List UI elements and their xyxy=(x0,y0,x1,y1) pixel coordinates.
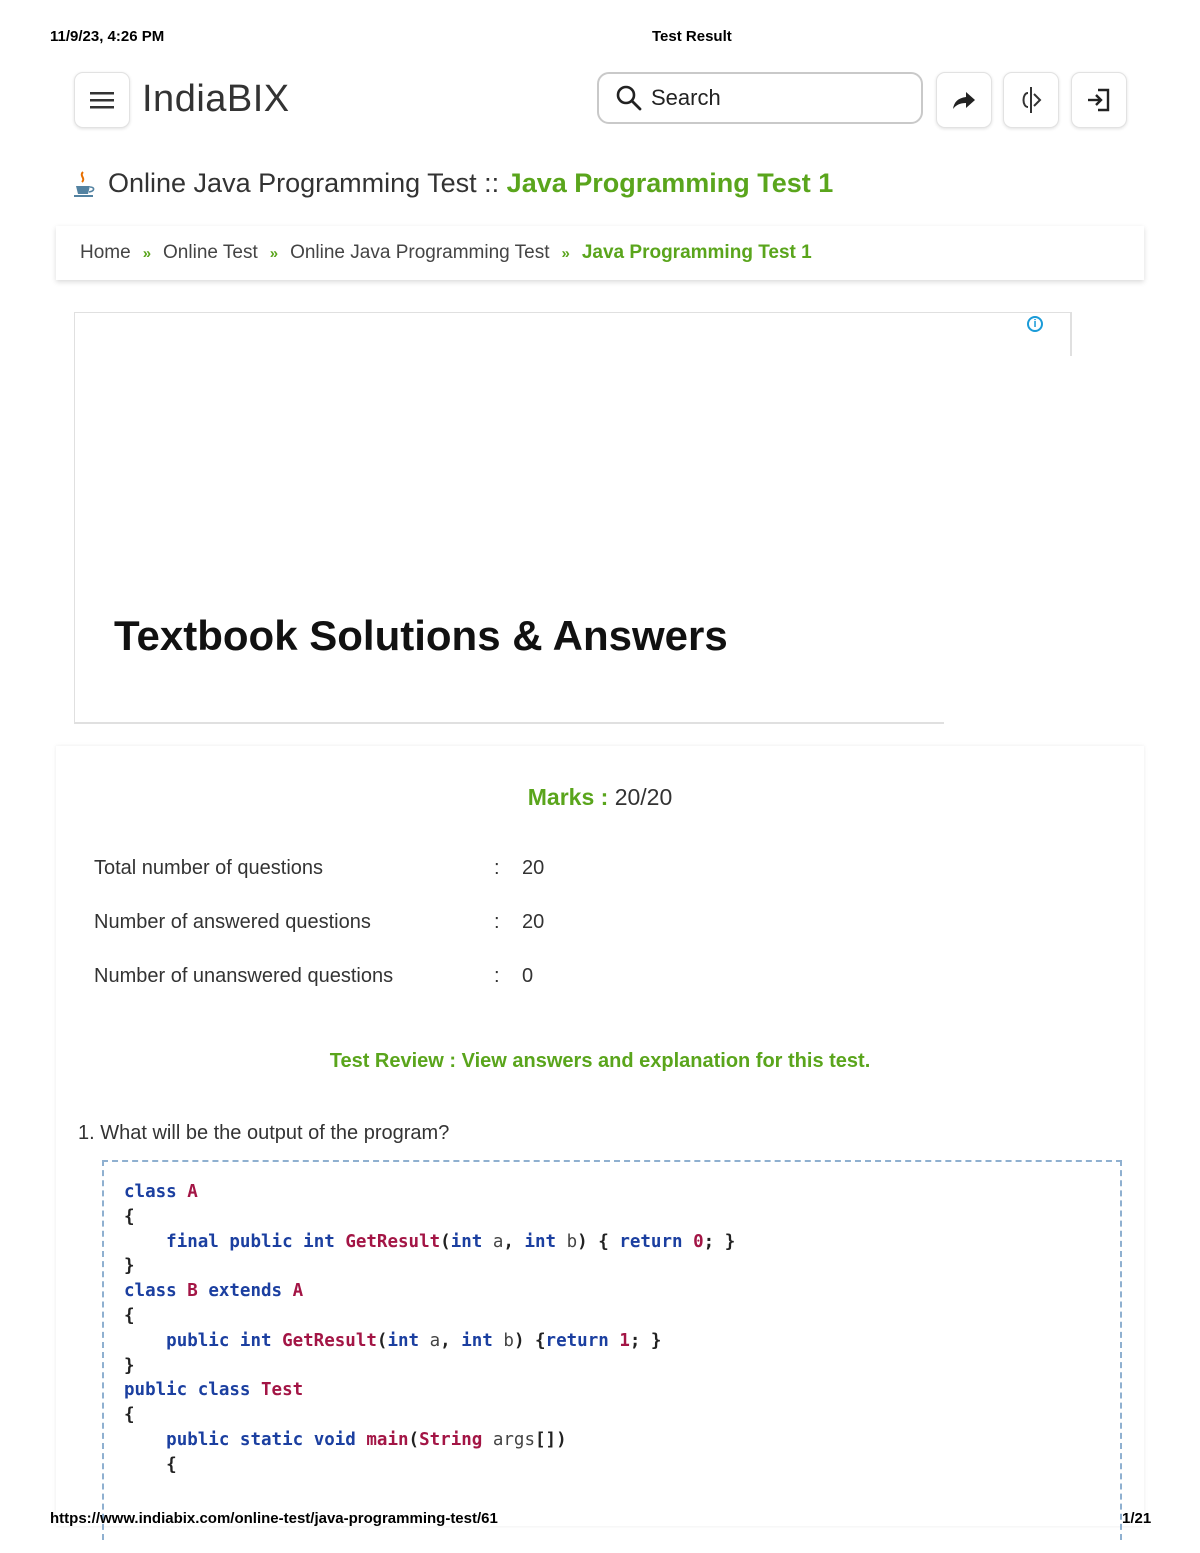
breadcrumb xyxy=(56,226,1144,280)
login-icon xyxy=(1085,86,1113,114)
stat-label: Number of answered questions xyxy=(94,911,371,933)
marks-label: Marks : xyxy=(527,784,609,810)
stat-colon: : xyxy=(494,965,500,987)
code-line: { xyxy=(124,1405,135,1426)
code-line: { xyxy=(124,1454,177,1475)
ad-border xyxy=(74,722,944,724)
breadcrumb-java-test[interactable]: Online Java Programming Test xyxy=(290,242,550,263)
page-title-prefix: Online Java Programming Test :: xyxy=(108,168,507,198)
page-title xyxy=(72,168,833,199)
code-line: { xyxy=(124,1206,135,1227)
print-url: https://www.indiabix.com/online-test/java-programming-test/61 xyxy=(50,1510,498,1527)
stat-value: 20 xyxy=(522,857,545,879)
search-label: Search xyxy=(651,85,721,110)
code-line: public int GetResult(int a, int b) {return 1; } xyxy=(166,1330,662,1351)
ad-headline[interactable]: Textbook Solutions & Answers xyxy=(114,612,728,659)
stat-colon: : xyxy=(494,911,500,933)
breadcrumb-separator-icon: » xyxy=(142,244,152,262)
code-line: public static void main(String args[]) xyxy=(166,1429,567,1450)
stat-value: 20 xyxy=(522,911,545,933)
marks xyxy=(0,784,1200,811)
print-title: Test Result xyxy=(652,28,732,45)
menu-button[interactable] xyxy=(74,72,130,128)
code-line: final public int GetResult(int a, int b) { return 0; } xyxy=(166,1231,736,1252)
print-datetime: 11/9/23, 4:26 PM xyxy=(50,28,165,45)
share-icon xyxy=(951,89,977,111)
code-line: class B extends A xyxy=(124,1281,304,1302)
compare-button[interactable] xyxy=(1003,72,1059,128)
java-cup-icon xyxy=(72,170,96,198)
stat-colon: : xyxy=(494,857,500,879)
stat-label: Total number of questions xyxy=(94,857,324,879)
code-line: class A xyxy=(124,1182,198,1202)
ad-banner[interactable] xyxy=(74,312,1072,724)
code-line: } xyxy=(124,1256,135,1277)
page-title-accent: Java Programming Test 1 xyxy=(506,168,834,198)
breadcrumb-separator-icon: » xyxy=(269,244,279,262)
hamburger-icon xyxy=(89,90,115,110)
marks-value: 20/20 xyxy=(614,784,673,810)
stat-label: Number of unanswered questions xyxy=(94,965,394,987)
site-logo[interactable]: IndiaBIX xyxy=(142,78,290,120)
share-button[interactable] xyxy=(936,72,992,128)
ad-border xyxy=(1070,312,1072,356)
question-text: What will be the output of the program? xyxy=(100,1122,450,1144)
split-view-icon xyxy=(1016,85,1046,115)
question-1 xyxy=(78,1122,449,1145)
search-icon xyxy=(615,84,643,112)
search-button[interactable] xyxy=(597,72,923,124)
breadcrumb-online-test[interactable]: Online Test xyxy=(163,242,258,263)
breadcrumb-home[interactable]: Home xyxy=(80,242,131,263)
code-line: } xyxy=(124,1355,135,1376)
code-line: { xyxy=(124,1305,135,1326)
code-line: public class Test xyxy=(124,1380,304,1401)
stat-value: 0 xyxy=(522,965,534,987)
breadcrumb-separator-icon: » xyxy=(561,244,570,262)
breadcrumb-current: Java Programming Test 1 xyxy=(581,242,812,263)
print-page-number: 1/21 xyxy=(1122,1510,1152,1527)
ad-info-icon[interactable]: i xyxy=(1027,316,1043,332)
code-listing xyxy=(124,1180,735,1478)
question-number: 1. xyxy=(78,1122,95,1144)
test-review-link[interactable]: Test Review : View answers and explanation for this test. xyxy=(329,1050,871,1072)
login-button[interactable] xyxy=(1071,72,1127,128)
